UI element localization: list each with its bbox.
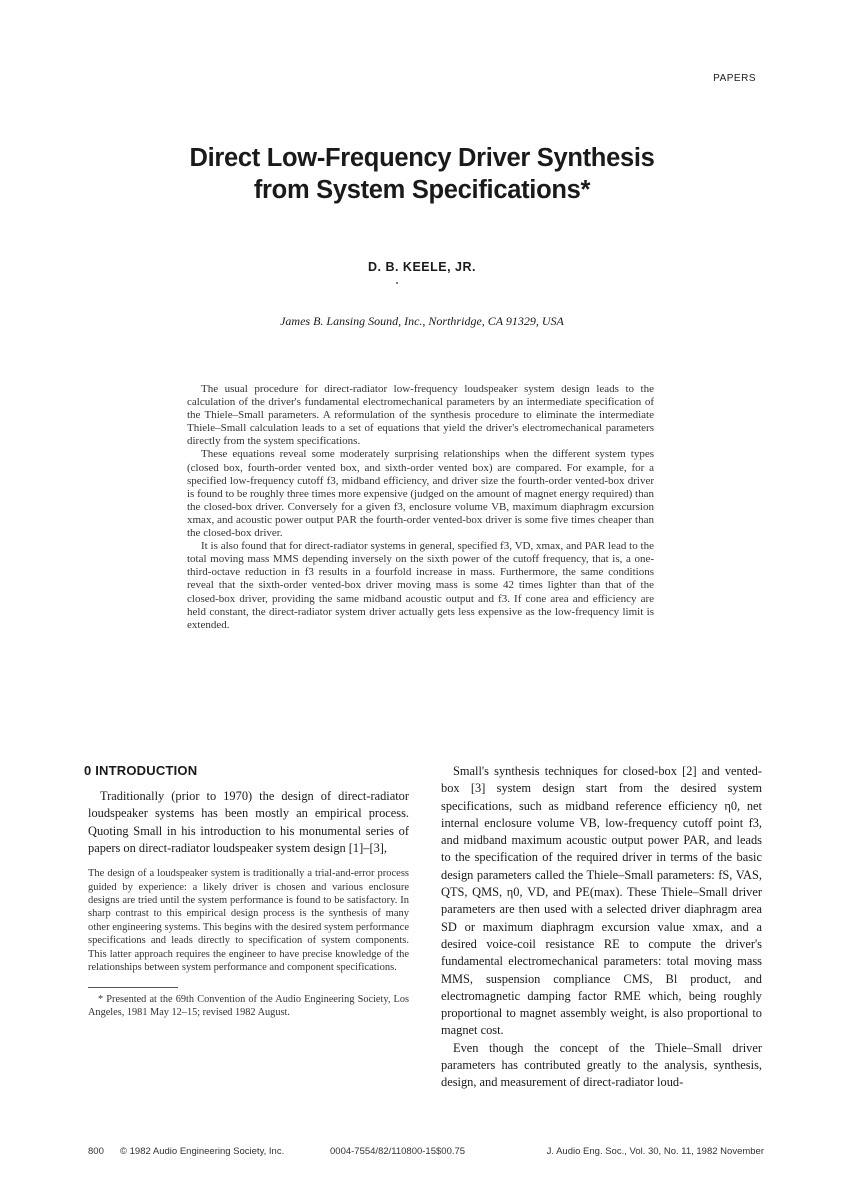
journal-citation: J. Audio Eng. Soc., Vol. 30, No. 11, 1982 November — [546, 1146, 764, 1157]
section-heading: 0 INTRODUCTION — [84, 763, 198, 778]
page-number: 800 — [88, 1146, 104, 1157]
footnote-text: * Presented at the 69th Convention of the Audio Engineering Society, Los Angeles, 1981 May 12–15; revised 1982 August. — [88, 994, 409, 1019]
footnote-rule — [88, 987, 178, 988]
abstract-paragraph: The usual procedure for direct-radiator low-frequency loudspeaker system design leads to the calculation of the driver's fundamental electromechanical parameters by an intermediate specification of the Thiele–Small parameters. A reformulation of the synthesis procedure to eliminate the intermediate Thiele–Small calculation leads to a set of equations that yield the driver's electromechanical parameters directly from the system specifications. — [187, 383, 654, 448]
abstract-paragraph: These equations reveal some moderately surprising relationships when the different system types (closed box, fourth-order vented box, and sixth-order vented box) are compared. For example, for a specified low-frequency cutoff f3, midband efficiency, and driver size the fourth-order vented-box driver is found to be roughly three times more expensive (judged on the amount of magnet energy required) than the closed-box driver. Conversely for a given f3, enclosure volume VB, maximum diaphragm excursion xmax, and acoustic power output PAR the fourth-order vented-box driver is some five times cheaper than the closed-box driver. — [187, 448, 654, 540]
title-line-2: from System Specifications* — [253, 176, 591, 204]
author-affiliation: James B. Lansing Sound, Inc., Northridge, CA 91329, USA — [280, 314, 564, 328]
quote-text: The design of a loudspeaker system is traditionally a trial-and-error process guided by experience: a likely driver is chosen and various enclosure designs are tried until the system performance is found to be satisfactory. In sharp contrast to this empirical design process is the synthesis of many other engineering systems. This begins with the desired system performance specifications and leads directly to specification of system components. This latter approach requires the engineer to have precise knowledge of the relationships between system performance and component specifications. — [88, 868, 409, 974]
page-footer — [88, 1146, 764, 1160]
body-paragraph: Even though the concept of the Thiele–Small driver parameters has contributed greatly to the analysis, synthesis, design, and measurement of direct-radiator loud- — [441, 1040, 762, 1090]
left-column — [84, 763, 409, 1020]
body-paragraph: Traditionally (prior to 1970) the design of direct-radiator loudspeaker systems has been mostly an empirical process. Quoting Small in his introduction to his monumental series of papers on direct-radiator loudspeaker system design [1]–[3], — [88, 789, 409, 855]
body-paragraph: Small's synthesis techniques for closed-box [2] and vented-box [3] system design start from the desired system specifications, such as midband reference efficiency η0, net internal enclosure volume VB, low-frequency cutoff point f3, and midband maximum acoustic output power PAR, and leads to the specification of the required driver in terms of the basic design parameters called the Thiele–Small parameters: fS, VAS, QTS, QMS, η0, VD, and PE(max). These Thiele–Small driver parameters are then used with a selected driver diaphragm area SD or maximum diaphragm excursion value xmax, and a desired voice-coil resistance RE to compute the driver's fundamental electromechanical parameters: total moving mass MMS, suspension compliance CMS, Bl product, and electromagnetic damping factor RME which, being roughly proportional to magnet assembly weight, is also proportional to magnet cost. — [441, 764, 762, 1038]
section-tag: PAPERS — [713, 73, 756, 84]
abstract-paragraph: It is also found that for direct-radiator systems in general, specified f3, VD, xmax, and PAR lead to the total moving mass MMS depending inversely on the sixth power of the cutoff frequency, that is, a one-third-octave reduction in f3 results in a fourfold increase in mass. Furthermore, the same conditions reveal that the sixth-order vented-box driver moving mass is some 42 times lighter than that of the closed-box driver, providing the same midband acoustic output and f3. If cone area and efficiency are held constant, the direct-radiator system driver actually gets less expensive as the low-frequency limit is extended. — [187, 540, 654, 631]
right-column — [441, 763, 762, 1092]
article-code: 0004-7554/82/110800-15$00.75 — [330, 1146, 466, 1157]
separator-dot — [396, 282, 398, 284]
footnote — [88, 994, 409, 1019]
paper-title — [0, 142, 844, 206]
copyright-notice: © 1982 Audio Engineering Society, Inc. — [120, 1146, 285, 1157]
block-quote — [88, 867, 409, 974]
author-name: D. B. KEELE, JR. — [367, 260, 477, 274]
abstract — [187, 383, 654, 632]
title-line-1: Direct Low-Frequency Driver Synthesis — [189, 144, 655, 172]
